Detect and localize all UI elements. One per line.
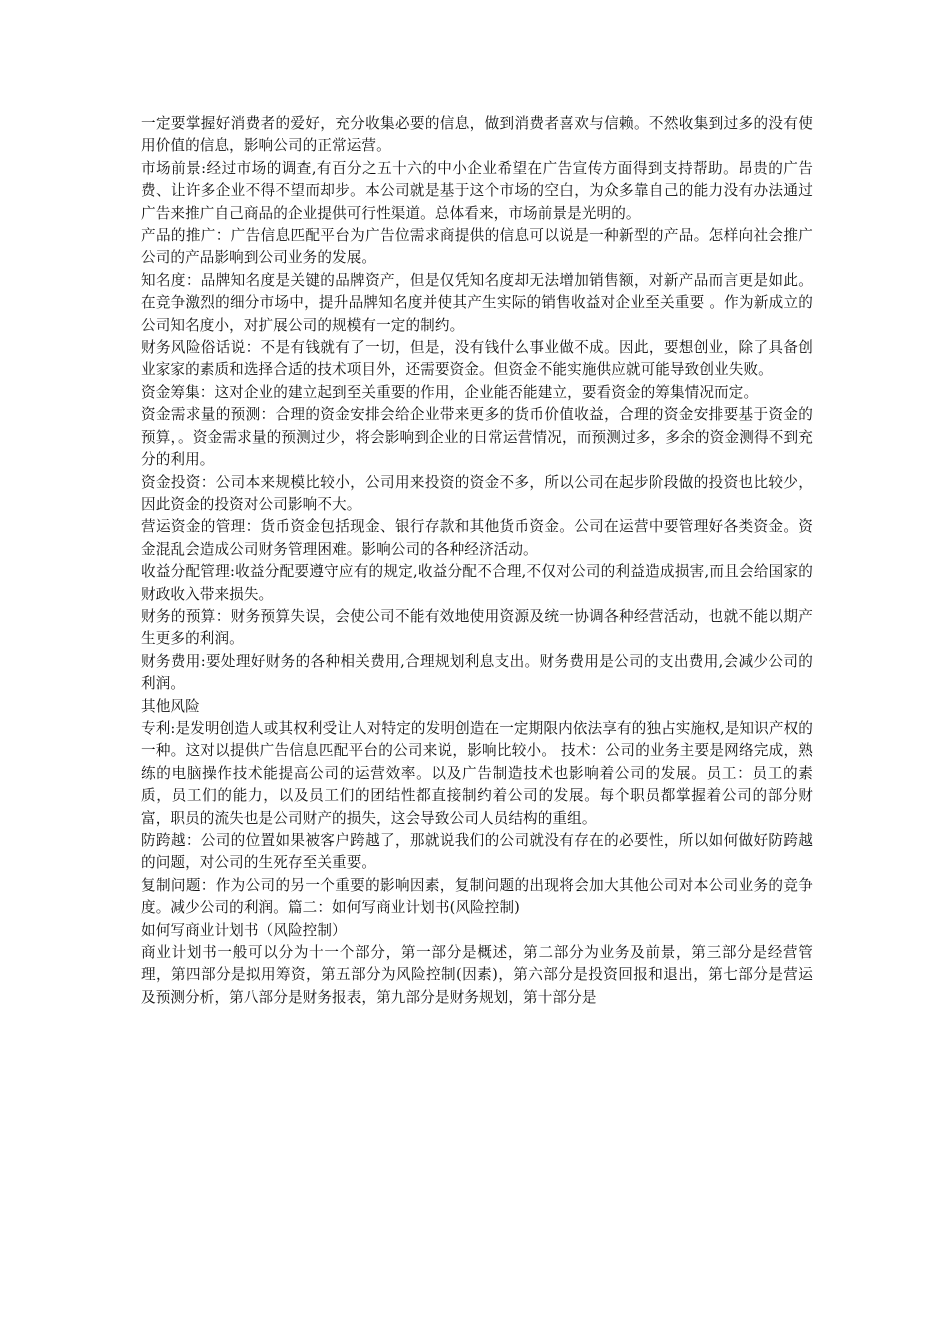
paragraph-patents-technology-staff: 专利:是发明创造人或其权利受让人对特定的发明创造在一定期限内依法享有的独占实施权,是知识产权的一种。这对以提供广告信息匹配平台的公司来说，影响比较小。 技术：公司的业务主要是网络完成，熟练的电脑操作技术能提高公司的运营效率。以及广告制造技术也影响着公司的发展。员工：员工的素质，员工们的能力，以及员工们的团结性都直接制约着公司的发展。每个职员都掌握着公司的部分财富，职员的流失也是公司财产的损失，这会导致公司人员结构的重组。 [141,719,813,827]
paragraph-market-prospects: 市场前景:经过市场的调查,有百分之五十六的中小企业希望在广告宣传方面得到支持帮助。昂贵的广告费、让许多企业不得不望而却步。本公司就是基于这个市场的空白，为众多靠自己的能力没有办法通过广告来推广自己商品的企业提供可行性渠道。总体看来，市场前景是光明的。 [141,159,813,222]
paragraph-fundraising: 资金筹集：这对企业的建立起到至关重要的作用，企业能否能建立，要看资金的筹集情况而定。 [141,383,759,401]
document-body [141,113,813,1009]
paragraph-financial-risk: 财务风险俗话说：不是有钱就有了一切，但是，没有钱什么事业做不成。因此，要想创业，除了具备创业家家的素质和选择合适的技术项目外，还需要资金。但资金不能实施供应就可能导致创业失败。 [141,339,813,379]
paragraph-financial-budget: 财务的预算：财务预算失误，会使公司不能有效地使用资源及统一协调各种经营活动，也就不能以期产生更多的利润。 [141,607,813,648]
paragraph-financial-expenses: 财务费用:要处理好财务的各种相关费用,合理规划利息支出。财务费用是公司的支出费用,会减少公司的利润。 [141,652,813,693]
paragraph-copying-issue: 复制问题：作为公司的另一个重要的影响因素，复制问题的出现将会加大其他公司对本公司业务的竞争度。减少公司的利润。篇二：如何写商业计划书(风险控制) [141,876,813,917]
heading-business-plan-risk-control: 如何写商业计划书（风险控制） [141,921,347,939]
paragraph-capital-investment: 资金投资：公司本来规模比较小，公司用来投资的资金不多，所以公司在起步阶段做的投资也比较少，因此资金的投资对公司影响不大。 [141,473,813,513]
paragraph-consumer-preferences: 一定要掌握好消费者的爱好，充分收集必要的信息，做到消费者喜欢与信赖。不然收集到过多的没有使用价值的信息，影响公司的正常运营。 [141,115,813,155]
paragraph-profit-distribution: 收益分配管理:收益分配要遵守应有的规定,收益分配不合理,不仅对公司的利益造成损害,而且会给国家的财政收入带来损失。 [141,563,813,603]
paragraph-product-promotion: 产品的推广：广告信息匹配平台为广告位需求商提供的信息可以说是一种新型的产品。怎样向社会推广公司的产品影响到公司业务的发展。 [141,227,813,267]
paragraph-working-capital: 营运资金的管理：货币资金包括现金、银行存款和其他货币资金。公司在运营中要管理好各类资金。资金混乱会造成公司财务管理困难。影响公司的各种经济活动。 [141,518,813,558]
heading-other-risks: 其他风险 [141,697,200,715]
paragraph-capital-demand-forecast: 资金需求量的预测：合理的资金安排会给企业带来更多的货币价值收益，合理的资金安排要基于资金的预算，。资金需求量的预测过少，将会影响到企业的日常运营情况，而预测过多，多余的资金测得不到充分的利用。 [141,406,813,469]
paragraph-brand-awareness: 知名度：品牌知名度是关键的品牌资产，但是仅凭知名度却无法增加销售额，对新产品而言更是如此。在竞争激烈的细分市场中，提升品牌知名度并使其产生实际的销售收益对企业至关重要 。作为新成立的公司知名度小，对扩展公司的规模有一定的制约。 [141,271,813,334]
paragraph-business-plan-parts: 商业计划书一般可以分为十一个部分，第一部分是概述，第二部分为业务及前景，第三部分是经营管理，第四部分是拟用筹资，第五部分为风险控制(因素)，第六部分是投资回报和退出，第七部分是营运及预测分析，第八部分是财务报表，第九部分是财务规划，第十部分是 [141,944,813,1006]
paragraph-anti-bypass: 防跨越：公司的位置如果被客户跨越了，那就说我们的公司就没有存在的必要性，所以如何做好防跨越的问题，对公司的生死存至关重要。 [141,832,813,872]
